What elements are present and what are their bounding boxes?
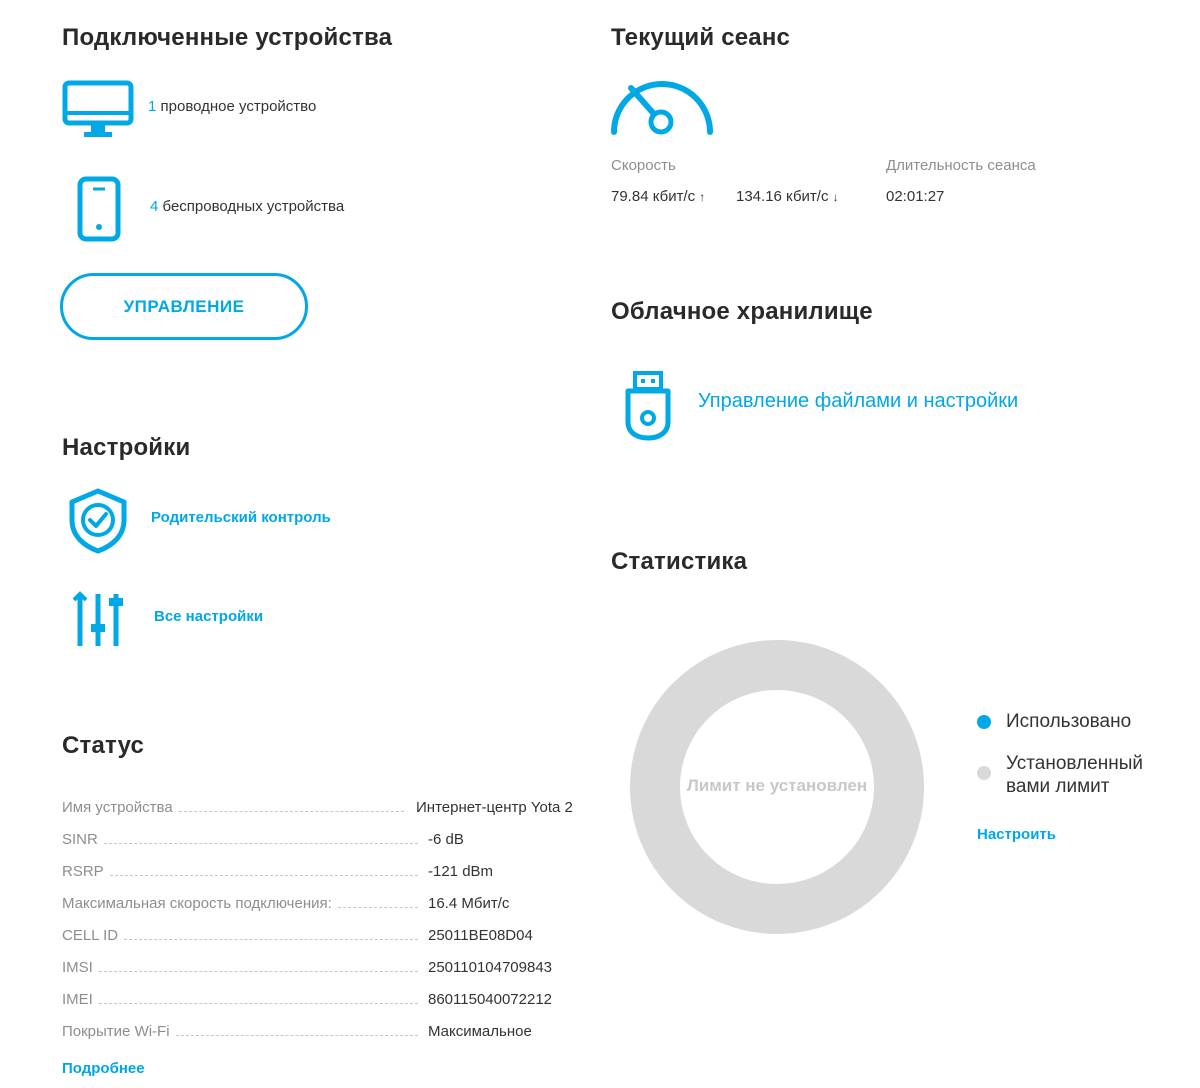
- donut-label: Лимит не установлен: [686, 776, 868, 795]
- download-speed: [736, 188, 839, 205]
- status-row: [62, 856, 602, 880]
- status-row: [62, 792, 602, 816]
- speed-label: Скорость: [611, 157, 676, 174]
- status-row-leader: [99, 1003, 418, 1004]
- status-row-key: Покрытие Wi-Fi: [62, 1023, 170, 1040]
- manage-button[interactable]: УПРАВЛЕНИЕ: [60, 273, 308, 340]
- legend-used: [977, 710, 1131, 733]
- arrow-down-icon: ↓: [832, 190, 839, 204]
- status-row-leader: [104, 843, 418, 844]
- status-row: [62, 984, 602, 1008]
- status-row: [62, 920, 602, 944]
- legend-limit-label: [1006, 752, 1143, 798]
- status-row: [62, 888, 602, 912]
- status-row-key: Имя устройства: [62, 799, 173, 816]
- cloud-title: Облачное хранилище: [611, 298, 873, 325]
- status-row-leader: [110, 875, 418, 876]
- status-row-value: Интернет-центр Yota 2: [416, 799, 573, 816]
- status-row-value: -6 dB: [428, 831, 464, 848]
- cloud-manage-link[interactable]: Управление файлами и настройки: [698, 390, 1019, 412]
- status-row-key: RSRP: [62, 863, 104, 880]
- status-row-leader: [176, 1035, 418, 1036]
- wireless-count[interactable]: 4: [150, 198, 159, 215]
- status-row-value: Максимальное: [428, 1023, 532, 1040]
- legend-used-dot: [977, 715, 991, 729]
- duration-label: Длительность сеанса: [886, 157, 1036, 174]
- stats-title: Статистика: [611, 548, 748, 575]
- status-row-leader: [99, 971, 418, 972]
- legend-limit: [977, 752, 1143, 798]
- session-title: Текущий сеанс: [611, 24, 791, 51]
- legend-limit-line1: Установленный: [1006, 753, 1143, 774]
- status-row-value: 860115040072212: [428, 991, 553, 1008]
- usb-drive-icon: [622, 370, 674, 442]
- duration-value: 02:01:27: [886, 188, 945, 205]
- arrow-up-icon: ↑: [699, 190, 706, 204]
- devices-title: Подключенные устройства: [62, 24, 393, 51]
- sliders-icon: [72, 590, 124, 648]
- status-row-value: 16.4 Мбит/с: [428, 895, 510, 912]
- upload-speed: [611, 188, 705, 205]
- status-row-key: IMEI: [62, 991, 93, 1008]
- status-row-leader: [124, 939, 418, 940]
- status-row: [62, 824, 602, 848]
- shield-check-icon: [68, 488, 128, 554]
- status-row-key: Максимальная скорость подключения:: [62, 895, 332, 912]
- legend-limit-line2: вами лимит: [1006, 776, 1110, 797]
- wired-devices-text: [148, 98, 316, 115]
- speedometer-icon: [609, 76, 715, 136]
- status-row-value: 250110104709843: [428, 959, 553, 976]
- status-row-value: -121 dBm: [428, 863, 494, 880]
- parental-control-link[interactable]: Родительский контроль: [151, 509, 331, 526]
- phone-icon: [77, 176, 121, 242]
- download-speed-value: 134.16 кбит/с: [736, 188, 829, 205]
- status-row-value: 25011BE08D04: [428, 927, 533, 944]
- monitor-icon: [62, 80, 134, 140]
- more-details-link[interactable]: Подробнее: [62, 1060, 145, 1077]
- status-row: [62, 952, 602, 976]
- wired-count[interactable]: 1: [148, 98, 157, 115]
- status-row-key: CELL ID: [62, 927, 119, 944]
- status-row-key: SINR: [62, 831, 98, 848]
- status-title: Статус: [62, 732, 145, 759]
- upload-speed-value: 79.84 кбит/с: [611, 188, 696, 205]
- settings-title: Настройки: [62, 434, 191, 461]
- status-row-key: IMSI: [62, 959, 93, 976]
- all-settings-link[interactable]: Все настройки: [154, 608, 264, 625]
- legend-limit-dot: [977, 766, 991, 780]
- status-row: [62, 1016, 602, 1040]
- usage-donut: [630, 640, 924, 934]
- wired-label: проводное устройство: [160, 98, 317, 115]
- status-row-leader: [338, 907, 418, 908]
- configure-link[interactable]: Настроить: [977, 826, 1056, 843]
- wireless-devices-text: [150, 198, 344, 215]
- legend-used-label: Использовано: [1006, 711, 1132, 732]
- wireless-label: беспроводных устройства: [162, 198, 345, 215]
- status-row-leader: [179, 811, 404, 812]
